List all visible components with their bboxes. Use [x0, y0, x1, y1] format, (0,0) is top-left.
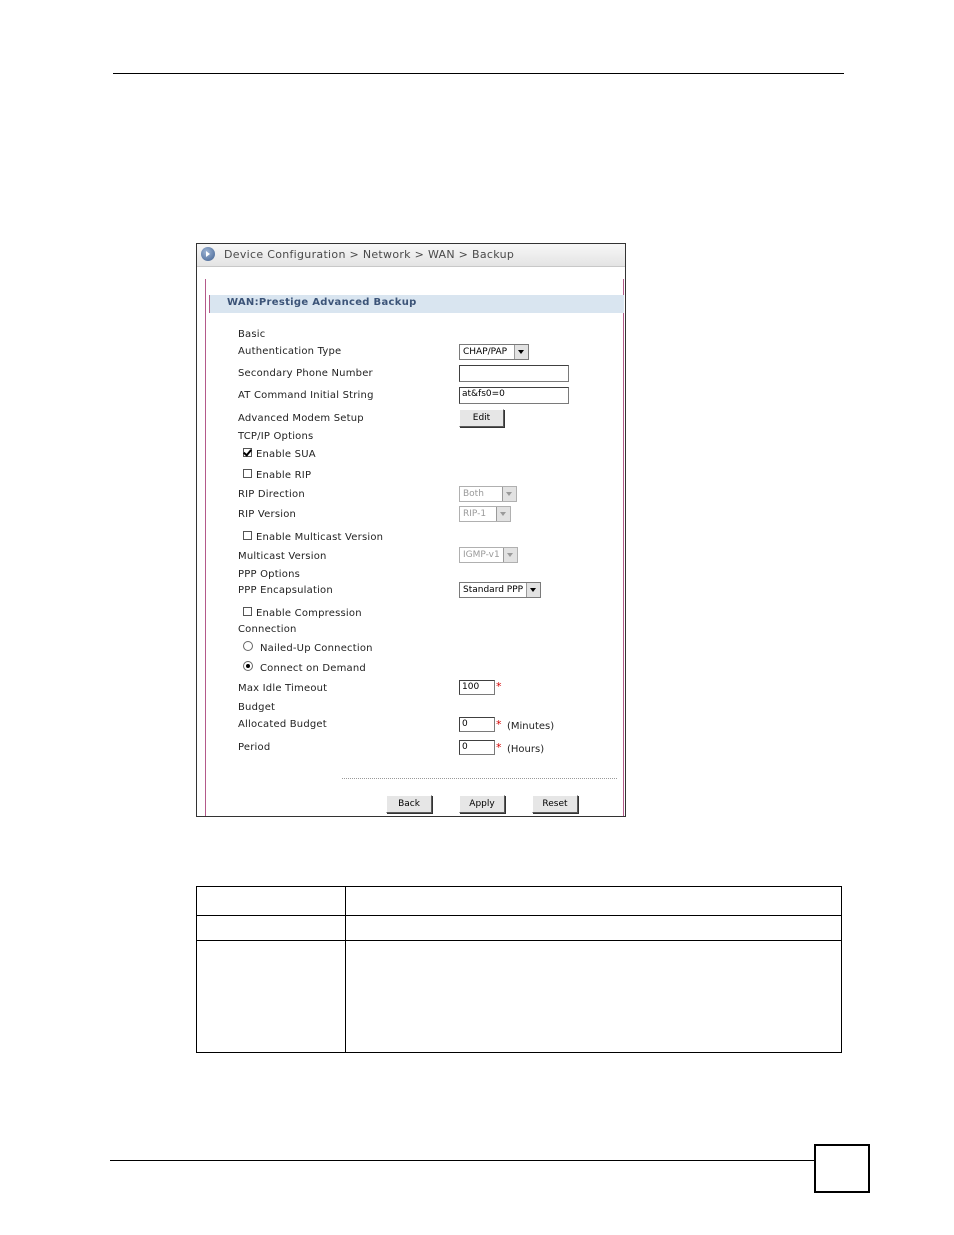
at-command-label: AT Command Initial String: [238, 390, 374, 401]
table-column-divider: [345, 887, 346, 1052]
required-asterisk: *: [496, 718, 502, 731]
hours-unit: (Hours): [507, 744, 545, 755]
chevron-down-icon: [503, 548, 517, 562]
ppp-options-heading: PPP Options: [238, 569, 301, 580]
enable-multicast-checkbox[interactable]: [243, 531, 252, 540]
page-number-box: [814, 1144, 870, 1193]
max-idle-timeout-input[interactable]: 100: [459, 680, 495, 695]
title-bar: [197, 244, 625, 267]
rip-version-label: RIP Version: [238, 509, 297, 520]
connect-on-demand-label: Connect on Demand: [260, 663, 366, 674]
ppp-encapsulation-select[interactable]: [459, 582, 541, 598]
edit-button[interactable]: Edit: [459, 409, 504, 427]
rip-direction-value: Both: [463, 489, 484, 499]
enable-sua-checkbox[interactable]: [243, 448, 252, 457]
connection-heading: Connection: [238, 624, 297, 635]
at-command-input[interactable]: at&fs0=0: [459, 387, 569, 404]
table-row-divider: [197, 940, 841, 941]
nailed-up-radio[interactable]: [243, 641, 253, 651]
chevron-down-icon: [496, 507, 510, 521]
divider: [342, 778, 617, 779]
multicast-version-label: Multicast Version: [238, 551, 327, 562]
section-title: WAN:Prestige Advanced Backup: [227, 297, 417, 308]
enable-rip-checkbox[interactable]: [243, 469, 252, 478]
period-input[interactable]: 0: [459, 740, 495, 755]
basic-heading: Basic: [238, 329, 266, 340]
section-header: [209, 295, 624, 313]
rip-direction-select[interactable]: [459, 486, 517, 502]
advanced-modem-label: Advanced Modem Setup: [238, 413, 364, 424]
reset-button[interactable]: Reset: [532, 795, 578, 813]
chevron-down-icon: [526, 583, 540, 597]
chevron-down-icon: [502, 487, 516, 501]
allocated-budget-label: Allocated Budget: [238, 719, 327, 730]
enable-sua-label: Enable SUA: [256, 449, 316, 460]
connect-on-demand-radio[interactable]: [243, 661, 253, 671]
max-idle-timeout-label: Max Idle Timeout: [238, 683, 328, 694]
authentication-type-value: CHAP/PAP: [463, 347, 508, 357]
period-label: Period: [238, 742, 271, 753]
rip-version-value: RIP-1: [463, 509, 487, 519]
nailed-up-label: Nailed-Up Connection: [260, 643, 373, 654]
allocated-budget-input[interactable]: 0: [459, 717, 495, 732]
breadcrumb: Device Configuration > Network > WAN > Backup: [224, 248, 515, 261]
chevron-down-icon: [514, 345, 528, 359]
content-frame: [205, 279, 624, 817]
arrow-circle-icon: [201, 247, 215, 261]
rip-direction-label: RIP Direction: [238, 489, 305, 500]
authentication-type-select[interactable]: [459, 344, 529, 360]
back-button[interactable]: Back: [386, 795, 432, 813]
required-asterisk: *: [496, 741, 502, 754]
enable-multicast-label: Enable Multicast Version: [256, 532, 384, 543]
tcpip-options-heading: TCP/IP Options: [238, 431, 314, 442]
enable-compression-label: Enable Compression: [256, 608, 362, 619]
apply-button[interactable]: Apply: [459, 795, 505, 813]
authentication-type-label: Authentication Type: [238, 346, 342, 357]
table-row-divider: [197, 915, 841, 916]
required-asterisk: *: [496, 680, 502, 693]
device-config-screenshot: [196, 243, 626, 817]
budget-heading: Budget: [238, 702, 276, 713]
rip-version-select[interactable]: [459, 506, 511, 522]
ppp-encapsulation-label: PPP Encapsulation: [238, 585, 333, 596]
enable-rip-label: Enable RIP: [256, 470, 312, 481]
ppp-encapsulation-value: Standard PPP: [463, 585, 524, 595]
page-header-rule: [113, 73, 844, 74]
page-footer-rule: [110, 1160, 815, 1161]
reference-table: [196, 886, 842, 1053]
secondary-phone-label: Secondary Phone Number: [238, 368, 373, 379]
multicast-version-value: IGMP-v1: [463, 550, 500, 560]
multicast-version-select[interactable]: [459, 547, 518, 563]
minutes-unit: (Minutes): [507, 721, 555, 732]
secondary-phone-input[interactable]: [459, 365, 569, 382]
enable-compression-checkbox[interactable]: [243, 607, 252, 616]
